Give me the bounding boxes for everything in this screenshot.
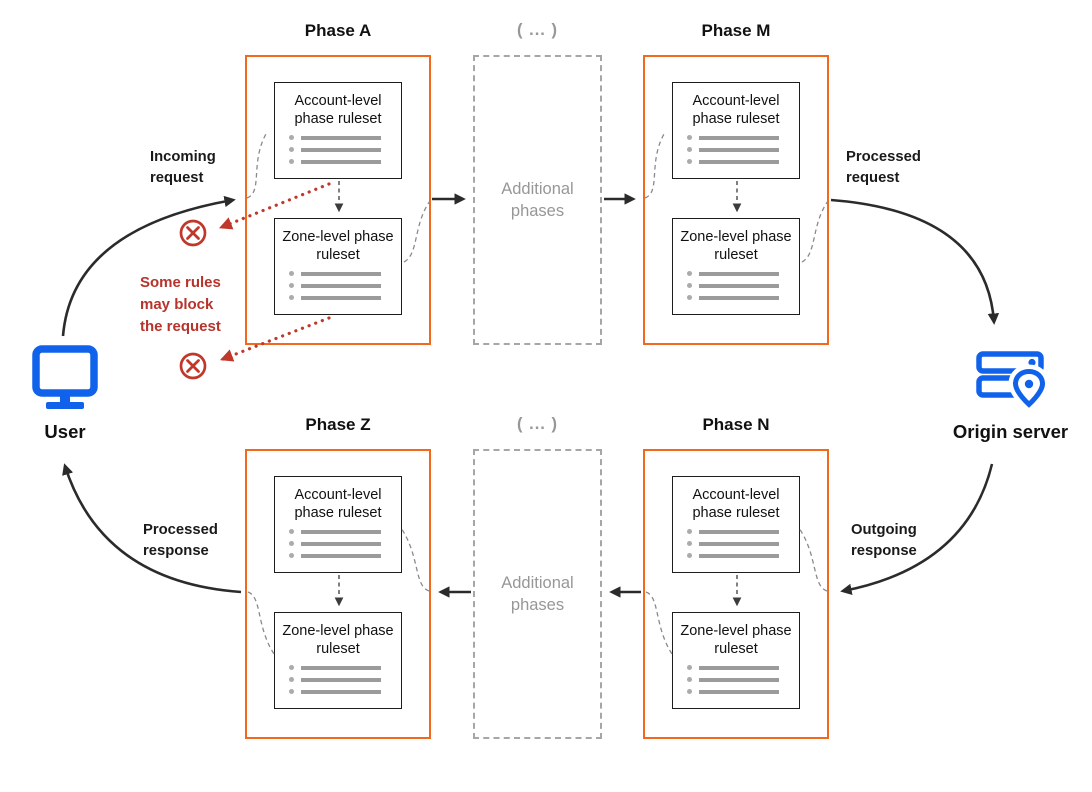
- rule-row: [289, 553, 401, 558]
- rule-row: [687, 135, 799, 140]
- rule-row: [687, 283, 799, 288]
- processed-request-label: Processed request: [846, 149, 921, 187]
- rule-list: [289, 271, 401, 300]
- rule-row: [687, 159, 799, 164]
- rule-line: [301, 554, 381, 559]
- phase-a-title: Phase A: [304, 21, 372, 40]
- ruleset-card-title: Account-level phase ruleset: [294, 487, 382, 522]
- additional-phases-top-header: ( ... ): [517, 21, 558, 39]
- rule-line: [699, 160, 779, 165]
- incoming-request-label: Incoming request: [150, 149, 216, 187]
- phase-a-account-ruleset-card: [274, 82, 402, 179]
- rule-line: [699, 272, 779, 277]
- rule-line: [301, 136, 381, 141]
- origin-server-icon: [974, 349, 1048, 413]
- rule-row: [289, 529, 401, 534]
- rule-row: [289, 135, 401, 140]
- rule-bullet-icon: [289, 283, 294, 288]
- additional-phases-label: Additional phases: [501, 573, 574, 614]
- rule-line: [699, 666, 779, 671]
- rule-bullet-icon: [687, 553, 692, 558]
- rule-bullet-icon: [289, 541, 294, 546]
- rule-row: [289, 295, 401, 300]
- rule-line: [301, 666, 381, 671]
- phase-n-account-ruleset-card: [672, 476, 800, 573]
- rule-list: [687, 271, 799, 300]
- ruleset-card-title: Zone-level phase ruleset: [282, 229, 394, 264]
- phase-m-title: Phase M: [701, 21, 771, 40]
- block-note-label: Some rules may block the request: [140, 274, 221, 335]
- rule-row: [289, 541, 401, 546]
- rule-list: [687, 529, 799, 558]
- rule-list: [289, 665, 401, 694]
- rule-bullet-icon: [289, 553, 294, 558]
- outgoing-response-label: Outgoing response: [851, 522, 917, 560]
- additional-phases-label: Additional phases: [501, 179, 574, 220]
- rule-row: [687, 677, 799, 682]
- ruleset-card-title: Zone-level phase ruleset: [282, 623, 394, 658]
- rule-bullet-icon: [687, 529, 692, 534]
- rule-bullet-icon: [687, 677, 692, 682]
- rule-row: [687, 147, 799, 152]
- rule-line: [301, 296, 381, 301]
- rule-bullet-icon: [289, 271, 294, 276]
- phase-z-account-ruleset-card: [274, 476, 402, 573]
- rule-list: [289, 529, 401, 558]
- processed-request-arrow: [831, 200, 994, 322]
- rule-bullet-icon: [289, 529, 294, 534]
- rule-line: [301, 272, 381, 277]
- rule-line: [301, 148, 381, 153]
- phase-z-zone-ruleset-card: [274, 612, 402, 709]
- rule-line: [301, 530, 381, 535]
- rule-row: [289, 689, 401, 694]
- rule-line: [301, 542, 381, 547]
- rule-line: [699, 296, 779, 301]
- rule-line: [301, 160, 381, 165]
- user-label: User: [44, 421, 86, 442]
- rule-line: [699, 678, 779, 683]
- blocked-x-icon-2: [181, 354, 205, 378]
- rule-row: [289, 283, 401, 288]
- rule-line: [699, 530, 779, 535]
- rule-line: [699, 136, 779, 141]
- phase-n-zone-ruleset-card: [672, 612, 800, 709]
- rule-row: [289, 665, 401, 670]
- rule-list: [687, 665, 799, 694]
- ruleset-card-title: Account-level phase ruleset: [294, 93, 382, 128]
- phase-z-title: Phase Z: [305, 415, 371, 434]
- rule-row: [687, 689, 799, 694]
- origin-server-label: Origin server: [952, 421, 1069, 442]
- rule-line: [699, 542, 779, 547]
- user-monitor-icon: [30, 343, 100, 413]
- rule-row: [289, 271, 401, 276]
- rule-line: [301, 678, 381, 683]
- rule-row: [687, 271, 799, 276]
- rule-row: [687, 295, 799, 300]
- rule-bullet-icon: [687, 295, 692, 300]
- rule-list: [289, 135, 401, 164]
- rule-bullet-icon: [687, 135, 692, 140]
- rule-bullet-icon: [687, 689, 692, 694]
- rule-row: [687, 529, 799, 534]
- rule-line: [699, 554, 779, 559]
- rule-bullet-icon: [289, 295, 294, 300]
- phase-n-box: [643, 449, 829, 739]
- ruleset-card-title: Account-level phase ruleset: [692, 93, 780, 128]
- rule-bullet-icon: [289, 677, 294, 682]
- rule-bullet-icon: [289, 159, 294, 164]
- rule-line: [301, 690, 381, 695]
- rule-line: [699, 284, 779, 289]
- additional-phases-bottom-box: [473, 449, 602, 739]
- rule-line: [699, 148, 779, 153]
- ruleset-card-title: Account-level phase ruleset: [692, 487, 780, 522]
- phase-m-zone-ruleset-card: [672, 218, 800, 315]
- rule-row: [289, 677, 401, 682]
- rule-bullet-icon: [687, 147, 692, 152]
- rule-bullet-icon: [687, 665, 692, 670]
- phase-m-box: [643, 55, 829, 345]
- phase-m-account-ruleset-card: [672, 82, 800, 179]
- rule-row: [289, 147, 401, 152]
- rule-list: [687, 135, 799, 164]
- phase-a-box: [245, 55, 431, 345]
- rule-bullet-icon: [687, 541, 692, 546]
- rule-bullet-icon: [687, 271, 692, 276]
- rule-row: [687, 665, 799, 670]
- processed-response-label: Processed response: [143, 522, 218, 560]
- ruleset-card-title: Zone-level phase ruleset: [680, 623, 792, 658]
- rule-line: [699, 690, 779, 695]
- rule-bullet-icon: [289, 665, 294, 670]
- blocked-x-icon-1: [181, 221, 205, 245]
- rule-bullet-icon: [687, 283, 692, 288]
- rule-bullet-icon: [289, 689, 294, 694]
- ruleset-card-title: Zone-level phase ruleset: [680, 229, 792, 264]
- phase-n-title: Phase N: [702, 415, 770, 434]
- additional-phases-bottom-header: ( ... ): [517, 415, 558, 433]
- phase-a-zone-ruleset-card: [274, 218, 402, 315]
- rule-row: [687, 553, 799, 558]
- phase-z-box: [245, 449, 431, 739]
- rule-bullet-icon: [289, 147, 294, 152]
- rule-line: [301, 284, 381, 289]
- additional-phases-top-box: [473, 55, 602, 345]
- rule-row: [289, 159, 401, 164]
- rule-row: [687, 541, 799, 546]
- rule-bullet-icon: [687, 159, 692, 164]
- rule-bullet-icon: [289, 135, 294, 140]
